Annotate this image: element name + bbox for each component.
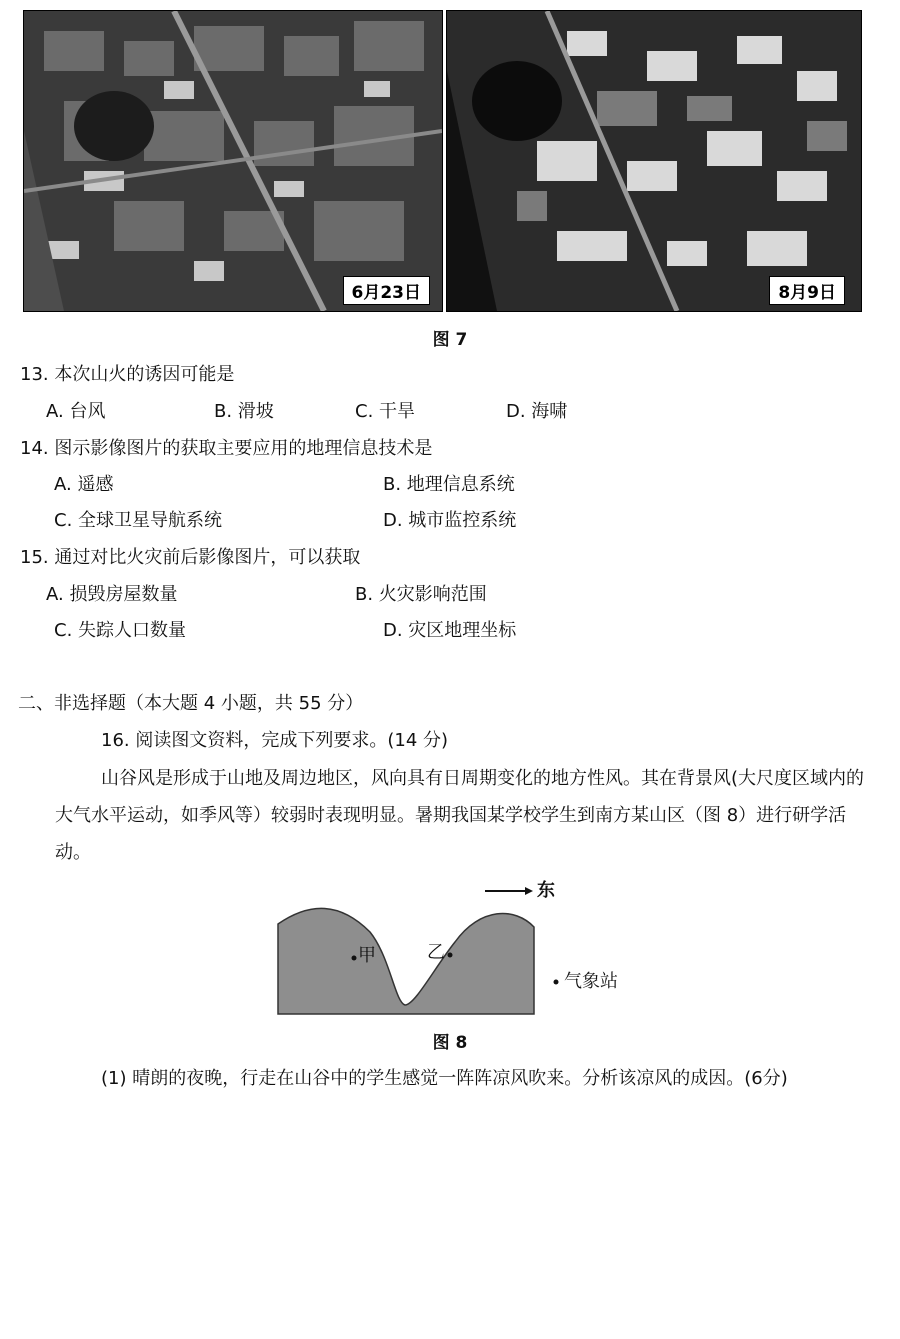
question-14-option-b: B. 地理信息系统	[383, 474, 515, 495]
photo-date-after: 8月9日	[769, 276, 845, 305]
question-16-sub-1: (1) 晴朗的夜晚，行走在山谷中的学生感觉一阵阵凉风吹来。分析该凉风的成因。(6分)	[101, 1068, 788, 1089]
photo-date-before: 6月23日	[343, 276, 431, 305]
aerial-photo-before-image	[24, 11, 442, 311]
question-13-option-c: C. 干旱	[355, 401, 416, 422]
question-14-option-c: C. 全球卫星导航系统	[54, 510, 223, 531]
figure-7-caption: 图 7	[432, 330, 468, 350]
aerial-photo-after	[446, 10, 862, 312]
section-2-heading: 二、非选择题（本大题 4 小题，共 55 分）	[18, 693, 364, 714]
question-14-stem: 14. 图示影像图片的获取主要应用的地理信息技术是	[20, 438, 433, 459]
question-13-option-d: D. 海啸	[506, 401, 568, 422]
question-13-stem: 13. 本次山火的诱因可能是	[20, 364, 235, 385]
figure-8-caption: 图 8	[432, 1033, 468, 1053]
question-16-title: 16. 阅读图文资料，完成下列要求。(14 分)	[101, 730, 449, 751]
question-13-option-a: A. 台风	[46, 401, 106, 422]
question-15-stem: 15. 通过对比火灾前后影像图片，可以获取	[20, 547, 361, 568]
figure-8-diagram	[270, 872, 650, 1022]
question-15-option-c: C. 失踪人口数量	[54, 620, 187, 641]
question-14-option-a: A. 遥感	[54, 474, 114, 495]
east-direction-label: 东	[537, 880, 555, 901]
question-16-paragraph: 山谷风是形成于山地及周边地区，风向具有日周期变化的地方性风。其在背景风(大尺度区域内的大气水平运动，如季风等）较弱时表现明显。暑期我国某学校学生到南方某山区（图 8）进行研学活动。	[55, 768, 865, 863]
aerial-photo-after-image	[447, 11, 861, 311]
weather-station-label: 气象站	[564, 971, 618, 992]
point-jia-label: 甲	[358, 945, 376, 966]
question-15-option-a: A. 损毁房屋数量	[46, 584, 178, 605]
question-13-option-b: B. 滑坡	[214, 401, 274, 422]
question-14-option-d: D. 城市监控系统	[383, 510, 517, 531]
point-yi-label: 乙	[427, 942, 445, 963]
question-15-option-b: B. 火灾影响范围	[355, 584, 487, 605]
question-15-option-d: D. 灾区地理坐标	[383, 620, 517, 641]
aerial-photo-before	[23, 10, 443, 312]
